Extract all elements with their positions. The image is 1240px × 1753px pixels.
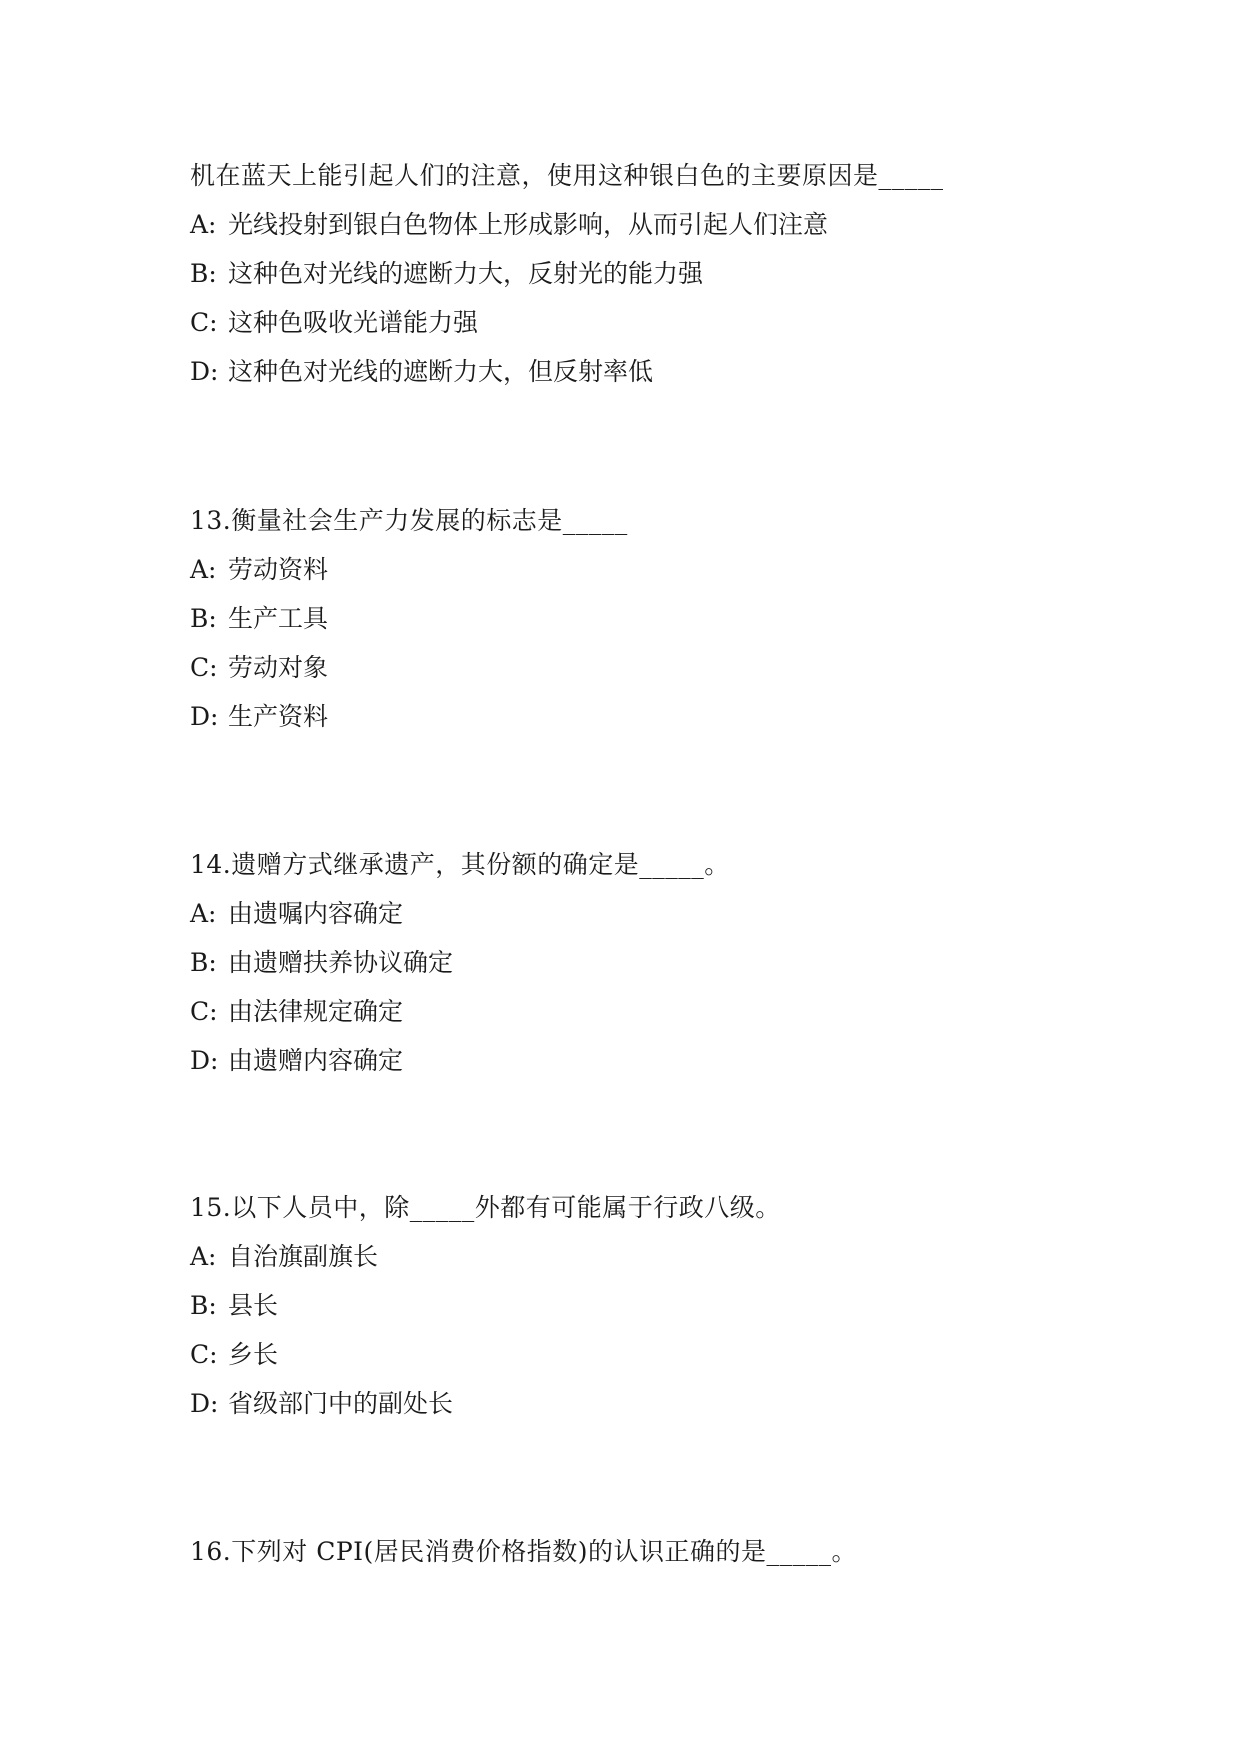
option-text: 这种色吸收光谱能力强 — [228, 308, 479, 337]
option-letter: D: — [190, 1389, 219, 1418]
option-text: 自治旗副旗长 — [228, 1242, 379, 1271]
question-stem: 13.衡量社会生产力发展的标志是_____ — [190, 506, 628, 535]
option-text: 由遗赠内容确定 — [228, 1046, 404, 1075]
option-text: 县长 — [228, 1291, 279, 1320]
option-text: 由遗赠扶养协议确定 — [228, 948, 454, 977]
question-12-continued — [190, 151, 1170, 396]
option-a — [190, 200, 1170, 249]
option-text: 省级部门中的副处长 — [228, 1389, 454, 1418]
option-letter: B: — [190, 1291, 217, 1320]
option-letter: B: — [190, 259, 217, 288]
option-text: 这种色对光线的遮断力大，反射光的能力强 — [228, 259, 704, 288]
option-d — [190, 1036, 1170, 1085]
option-text: 由遗嘱内容确定 — [228, 899, 404, 928]
question-stem: 15.以下人员中，除_____外都有可能属于行政八级。 — [190, 1193, 781, 1222]
option-text: 由法律规定确定 — [228, 997, 404, 1026]
option-d — [190, 347, 1170, 396]
option-letter: A: — [190, 1242, 217, 1271]
option-c — [190, 1330, 1170, 1379]
question-16 — [190, 1527, 1170, 1576]
option-letter: C: — [190, 1340, 218, 1369]
option-letter: A: — [190, 555, 217, 584]
option-text: 这种色对光线的遮断力大，但反射率低 — [228, 357, 654, 386]
option-letter: C: — [190, 308, 218, 337]
option-letter: C: — [190, 997, 218, 1026]
option-b — [190, 938, 1170, 987]
option-letter: B: — [190, 604, 217, 633]
option-letter: A: — [190, 899, 217, 928]
option-text: 劳动资料 — [228, 555, 329, 584]
question-stem: 机在蓝天上能引起人们的注意，使用这种银白色的主要原因是_____ — [190, 161, 944, 190]
option-b — [190, 1281, 1170, 1330]
option-c — [190, 298, 1170, 347]
option-b — [190, 594, 1170, 643]
question-15 — [190, 1183, 1170, 1428]
question-stem: 14.遗赠方式继承遗产，其份额的确定是_____。 — [190, 850, 730, 879]
question-14 — [190, 840, 1170, 1085]
option-b — [190, 249, 1170, 298]
option-text: 光线投射到银白色物体上形成影响，从而引起人们注意 — [228, 210, 829, 239]
option-a — [190, 889, 1170, 938]
option-a — [190, 545, 1170, 594]
option-letter: D: — [190, 357, 219, 386]
option-a — [190, 1232, 1170, 1281]
option-c — [190, 643, 1170, 692]
option-letter: C: — [190, 653, 218, 682]
option-d — [190, 692, 1170, 741]
option-text: 劳动对象 — [228, 653, 329, 682]
option-letter: B: — [190, 948, 217, 977]
option-text: 生产资料 — [228, 702, 329, 731]
option-letter: D: — [190, 1046, 219, 1075]
option-text: 乡长 — [228, 1340, 279, 1369]
option-letter: D: — [190, 702, 219, 731]
option-d — [190, 1379, 1170, 1428]
option-letter: A: — [190, 210, 217, 239]
option-text: 生产工具 — [228, 604, 329, 633]
question-13 — [190, 496, 1170, 741]
question-stem: 16.下列对 CPI(居民消费价格指数)的认识正确的是_____。 — [190, 1537, 858, 1566]
option-c — [190, 987, 1170, 1036]
